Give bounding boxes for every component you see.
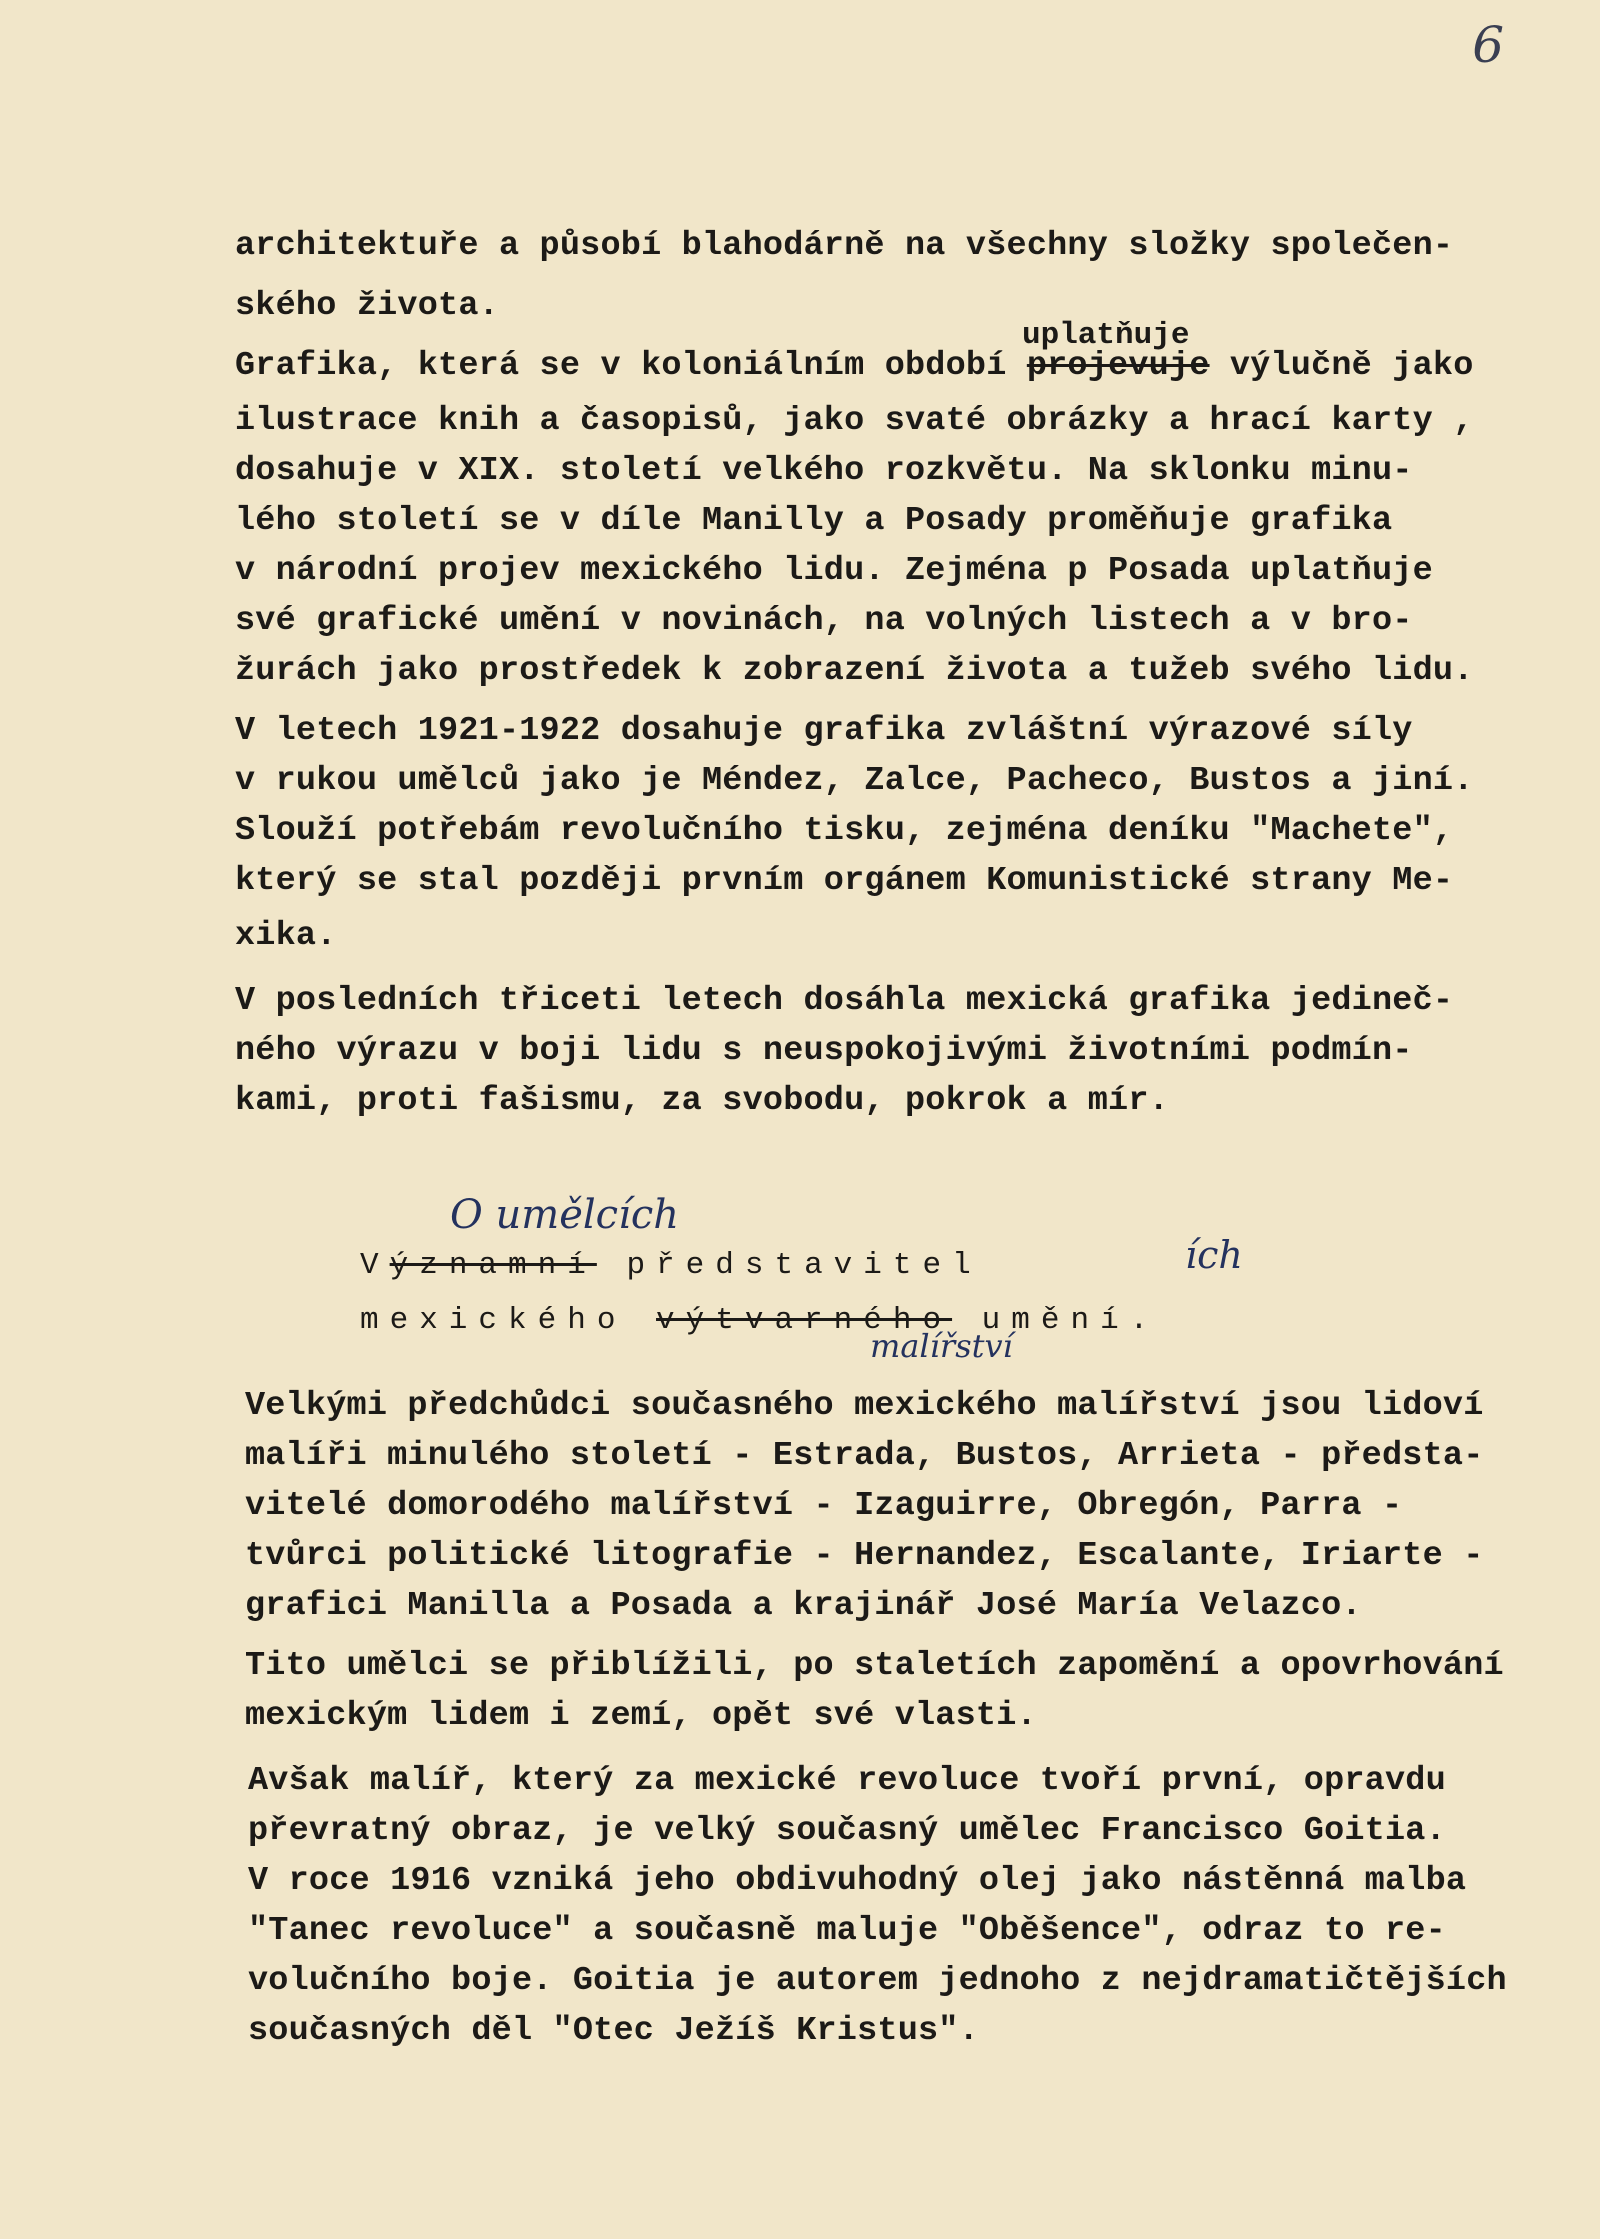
heading-line-2	[360, 1305, 1159, 1336]
paragraph-7-line-5: volučního boje. Goitia je autorem jednoho z nejdramatičtějších	[248, 1962, 1507, 2000]
page-number: 6	[1472, 16, 1504, 74]
paragraph-2-line-3: dosahuje v XIX. století velkého rozkvětu. Na sklonku minu-	[235, 452, 1413, 490]
paragraph-3-line-1: V letech 1921-1922 dosahuje grafika zvláštní výrazové síly	[235, 712, 1413, 750]
paragraph-7-line-1: Avšak malíř, který za mexické revoluce tvoří první, opravdu	[248, 1762, 1446, 1800]
paragraph-7-line-4: "Tanec revoluce" a současně maluje "Oběšence", odraz to re-	[248, 1912, 1446, 1950]
paragraph-3-line-2: v rukou umělců jako je Méndez, Zalce, Pacheco, Bustos a jiní.	[235, 762, 1474, 800]
paragraph-4-line-2: ného výrazu v boji lidu s neuspokojivými životními podmín-	[235, 1032, 1413, 1070]
heading-line-2-end: umění.	[952, 1303, 1160, 1338]
paragraph-5-line-4: tvůrci politické litografie - Hernandez, Escalante, Iriarte -	[245, 1537, 1484, 1575]
struck-word-vytvarneho: výtvarného	[656, 1303, 953, 1338]
paragraph-2-line-2: ilustrace knih a časopisů, jako svaté obrázky a hrací karty ,	[235, 402, 1474, 440]
paragraph-2-line-1	[235, 347, 1474, 385]
paragraph-1-line-2: ského života.	[235, 287, 499, 325]
paragraph-4-line-3: kami, proti fašismu, za svobodu, pokrok a mír.	[235, 1082, 1169, 1120]
paragraph-5-line-2: malíři minulého století - Estrada, Bustos, Arrieta - předsta-	[245, 1437, 1484, 1475]
paragraph-7-line-3: V roce 1916 vzniká jeho obdivuhodný olej jako nástěnná malba	[248, 1862, 1467, 1900]
paragraph-5-line-5: grafici Manilla a Posada a krajinář José María Velazco.	[245, 1587, 1362, 1625]
heading-line-1-text: představitel	[596, 1248, 982, 1283]
paragraph-2-line-7: žurách jako prostředek k zobrazení života a tužeb svého lidu.	[235, 652, 1474, 690]
paragraph-7-line-2: převratný obraz, je velký současný umělec Francisco Goitia.	[248, 1812, 1446, 1850]
paragraph-3-line-3: Slouží potřebám revolučního tisku, zejména deníku "Machete",	[235, 812, 1454, 850]
paragraph-7-line-6: současných děl "Otec Ježíš Kristus".	[248, 2012, 979, 2050]
paragraph-2-line-6: své grafické umění v novinách, na volných listech a v bro-	[235, 602, 1413, 640]
heading-line-1	[360, 1250, 982, 1281]
paragraph-2-line-5: v národní projev mexického lidu. Zejména p Posada uplatňuje	[235, 552, 1433, 590]
heading-line-2-text: mexického	[360, 1303, 657, 1338]
paragraph-2-line-1-prefix: Grafika, která se v koloniálním období	[235, 347, 1027, 385]
paragraph-6-line-1: Tito umělci se přiblížili, po staletích zapomění a opovrhování	[245, 1647, 1504, 1685]
handwritten-correction-malirstvi: malířství	[870, 1327, 1013, 1365]
paragraph-1-line-1: architektuře a působí blahodárně na všechny složky společen-	[235, 227, 1454, 265]
paragraph-6-line-2: mexickým lidem i zemí, opět své vlasti.	[245, 1697, 1037, 1735]
paragraph-3-line-4: který se stal později prvním orgánem Komunistické strany Me-	[235, 862, 1454, 900]
paragraph-5-line-1: Velkými předchůdci současného mexického malířství jsou lidoví	[245, 1387, 1484, 1425]
paragraph-2-line-1-suffix: výlučně jako	[1209, 347, 1474, 385]
handwritten-ending-ich: ích	[1185, 1233, 1243, 1277]
typed-insertion-uplatnuje: uplatňuje	[1022, 318, 1190, 353]
paragraph-3-line-5: xika.	[235, 917, 337, 955]
struck-word-projevuje: projevuje	[1026, 347, 1210, 385]
paragraph-4-line-1: V posledních třiceti letech dosáhla mexická grafika jedineč-	[235, 982, 1454, 1020]
heading-line-1-first-letter: V	[360, 1248, 390, 1283]
handwritten-correction-o-umelcich: O umělcích	[450, 1192, 680, 1238]
paragraph-5-line-3: vitelé domorodého malířství - Izaguirre, Obregón, Parra -	[245, 1487, 1403, 1525]
struck-word-vyznamni: ýznamní	[389, 1248, 597, 1283]
paragraph-2-line-4: lého století se v díle Manilly a Posady proměňuje grafika	[235, 502, 1393, 540]
